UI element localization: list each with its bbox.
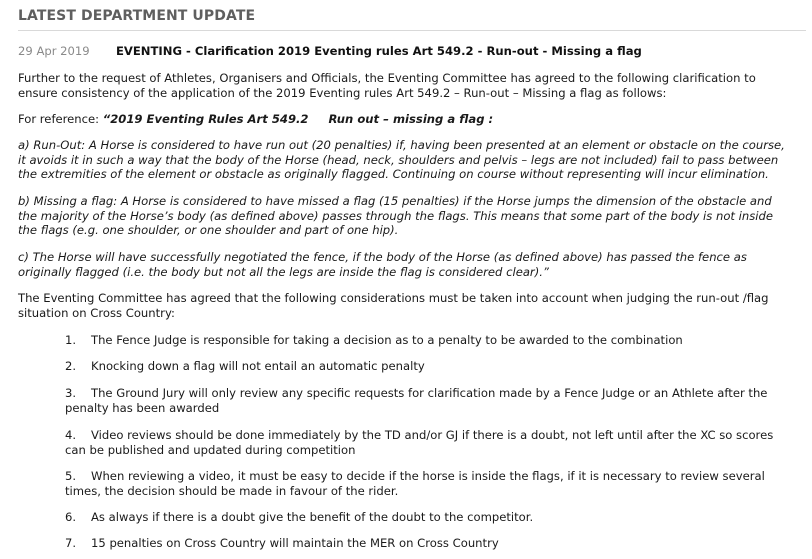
- intro-paragraph: Further to the request of Athletes, Organisers and Officials, the Eventing Committee has agreed to the following clarification to ensure consistency of the application of the 2019 Eventing rules Art 549.2 – Run-out – Missing a flag as follows:: [18, 71, 756, 100]
- section-header: [18, 9, 806, 31]
- rule-a-paragraph: a) Run-Out: A Horse is considered to have run out (20 penalties) if, having been presented at an element or obstacle on the course, it avoids it in such a way that the body of the Horse (head, neck, shoulders and pelvis – legs are not included) fail to pass between the extremities of the element or obstacle as originally flagged. Continuing on course without representing will incur elimination.: [18, 138, 785, 181]
- news-date: 29 Apr 2019: [18, 44, 90, 58]
- reference-rule: “2019 Eventing Rules Art 549.2: [102, 112, 309, 126]
- section-title: LATEST DEPARTMENT UPDATE: [18, 8, 256, 24]
- list-item: [65, 536, 795, 551]
- list-item-number: 2.: [65, 359, 77, 373]
- list-item-text: The Ground Jury will only review any specific requests for clarification made by a Fence Judge or an Athlete after the penalty has been awarded: [65, 386, 768, 415]
- list-item-text: 15 penalties on Cross Country will maintain the MER on Cross Country: [91, 536, 499, 550]
- rule-b-paragraph: b) Missing a flag: A Horse is considered to have missed a flag (15 penalties) if the Horse jumps the dimension of the obstacle and the majority of the Horse’s body (as defined above) passes through the flags. This means that some part of the body is not inside the flags (e.g. one shoulder, or one shoulder and part of one hip).: [18, 194, 773, 237]
- rule-c-paragraph: c) The Horse will have successfully negotiated the fence, if the body of the Horse (as defined above) has passed the fence as originally flagged (i.e. the body but not all the legs are inside the flag is considered clear).”: [18, 250, 747, 279]
- list-item-number: 1.: [65, 333, 77, 347]
- list-item: [65, 359, 795, 374]
- list-item-number: 4.: [65, 428, 77, 442]
- list-item: [65, 510, 795, 525]
- considerations-intro: The Eventing Committee has agreed that the following considerations must be taken into account when judging the run-out /flag situation on Cross Country:: [18, 291, 769, 320]
- reference-line: [18, 112, 792, 127]
- reference-subject: Run out – missing a flag :: [328, 112, 494, 126]
- list-item: [65, 469, 795, 498]
- news-title-link[interactable]: EVENTING - Clarification 2019 Eventing rules Art 549.2 - Run-out - Missing a flag: [116, 44, 642, 58]
- list-item-text: Knocking down a flag will not entail an automatic penalty: [91, 359, 425, 373]
- list-item-text: When reviewing a video, it must be easy to decide if the horse is inside the flags, if it is necessary to review several times, the decision should be made in favour of the rider.: [65, 469, 765, 498]
- list-item-text: Video reviews should be done immediately by the TD and/or GJ if there is a doubt, not left until after the XC so scores can be published and updated during competition: [65, 428, 774, 457]
- list-item-number: 5.: [65, 469, 77, 483]
- list-item-number: 7.: [65, 536, 77, 550]
- list-item: [65, 386, 795, 415]
- list-item: [65, 428, 795, 457]
- list-item-number: 6.: [65, 510, 77, 524]
- list-item: [65, 333, 795, 348]
- news-headline[interactable]: [18, 44, 642, 59]
- list-item-text: The Fence Judge is responsible for taking a decision as to a penalty to be awarded to the combination: [91, 333, 683, 347]
- list-item-number: 3.: [65, 386, 77, 400]
- reference-label: For reference:: [18, 112, 103, 126]
- list-item-text: As always if there is a doubt give the benefit of the doubt to the competitor.: [91, 510, 534, 524]
